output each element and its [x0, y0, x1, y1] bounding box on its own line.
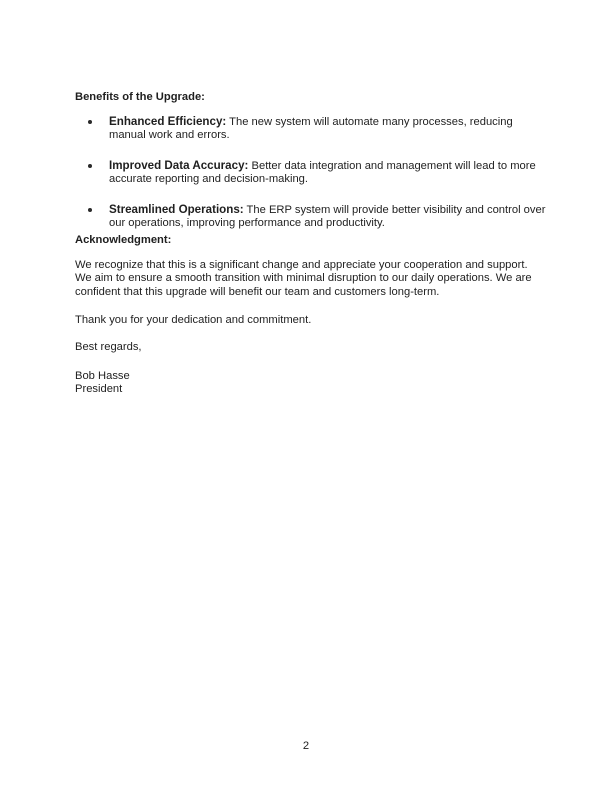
acknowledgment-paragraph: We recognize that this is a significant change and appreciate your cooperation and support. We aim to ensure a smooth transition with minimal disruption to our daily operations. We are confident that this upgrade will benefit our team and customers long-term.	[75, 259, 532, 298]
list-item	[88, 115, 548, 143]
bullet-term: Streamlined Operations:	[109, 202, 244, 216]
signer-title: President	[75, 383, 123, 395]
bullet-text: The new system will automate many processes, reducing manual work and errors.	[109, 116, 513, 142]
page-number: 2	[302, 740, 310, 752]
list-item	[88, 203, 548, 231]
bullet-icon	[88, 208, 92, 212]
bullet-term: Improved Data Accuracy:	[109, 158, 249, 172]
bullet-text: The ERP system will provide better visibility and control over our operations, improving performance and productivity.	[109, 203, 546, 230]
acknowledgment-heading: Acknowledgment:	[75, 234, 172, 246]
benefits-heading: Benefits of the Upgrade:	[75, 91, 205, 103]
thanks-line: Thank you for your dedication and commitment.	[75, 314, 312, 326]
salutation: Best regards,	[75, 341, 142, 353]
list-item	[88, 159, 548, 187]
bullet-icon	[88, 120, 92, 124]
bullet-icon	[88, 164, 92, 168]
signer-name: Bob Hasse	[75, 370, 130, 382]
bullet-term: Enhanced Efficiency:	[109, 115, 227, 128]
bullet-text: Better data integration and management will lead to more accurate reporting and decision-making.	[109, 159, 536, 186]
benefits-list	[88, 115, 548, 246]
